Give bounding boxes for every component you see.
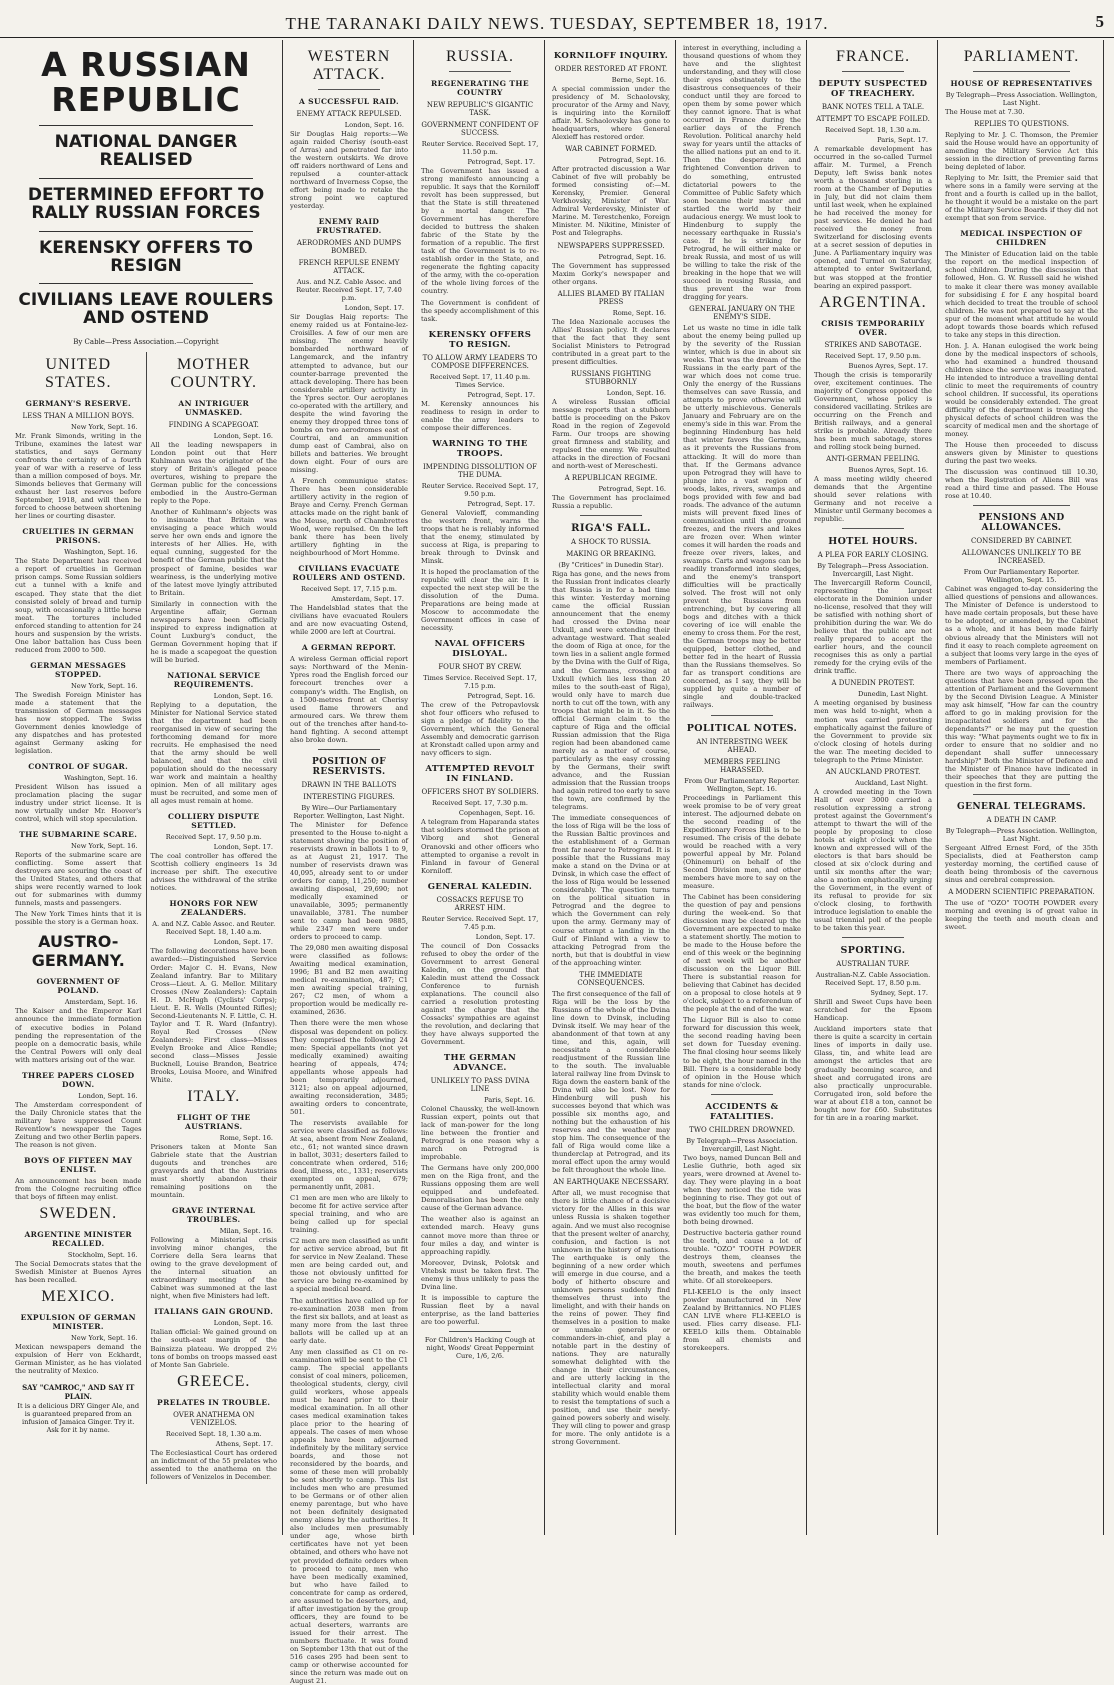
section-heading: PARLIAMENT. bbox=[963, 48, 1080, 65]
dateline: Received Sept. 17, 7.30 p.m. bbox=[431, 799, 529, 808]
section-heading: AUSTRO-GERMANY. bbox=[31, 932, 125, 971]
article-text: Prisoners taken at Monte San Gabriele state that the Austrian dugouts and trenches are graveyards and that the Austrians must shortly abandon their remaining positions on the mountain. bbox=[150, 1142, 277, 1200]
main-headline: A RUSSIAN REPUBLIC bbox=[41, 45, 251, 119]
article-text: Another of Kuhlmann's objects was to insinuate that Britain was envisaging a peace which would serve her own ends and ignore the interests of her Allies. He, with equal cunning, suggested for the benefit of the German public that the prospect of famine, besides war weariness, is the underlying motive of the latest move lyingly attributed to Britain. bbox=[150, 508, 278, 597]
article-subheading: A PLEA FOR EARLY CLOSING. bbox=[817, 551, 929, 560]
divider bbox=[39, 231, 253, 232]
article-heading: CRISIS TEMPORARILY OVER. bbox=[821, 318, 925, 337]
article-text: The coal controller has offered the Scottish colliery engineers 1s 3d increase per shift. The executive advises the withdrawal of the strike notices. bbox=[150, 852, 277, 893]
dateline: New York, Sept. 16. bbox=[71, 842, 138, 851]
headline-deck-3: KERENSKY OFFERS TO RESIGN bbox=[39, 237, 253, 276]
article-heading: AN INTRIGUER UNMASKED. bbox=[178, 399, 250, 418]
article-heading: EXPULSION OF GERMAN MINISTER. bbox=[20, 1313, 136, 1332]
dateline: London, Sept. 17. bbox=[344, 304, 404, 313]
article-text: The Government has suppressed Maxim Gorky's newspaper and other organs. bbox=[552, 261, 670, 286]
headline-deck-4: CIVILIANS LEAVE ROULERS AND OSTEND bbox=[18, 290, 274, 329]
dateline: Aus. and N.Z. Cable Assoc. and Reuter. Received Sept. 17, 7.40 p.m. bbox=[296, 278, 402, 303]
section-heading: SWEDEN. bbox=[39, 1204, 118, 1222]
dateline: Received Sept. 17, 11.40 p.m. Times Service. bbox=[429, 372, 531, 389]
article-heading: THREE PAPERS CLOSED DOWN. bbox=[22, 1070, 135, 1089]
article-text: The Germans have only 200,000 men on the Riga front, and the Russians opposing them are well equipped and undefeated. Demoralisation has been the only cause of the German advance. bbox=[421, 1164, 539, 1213]
article-heading: CONTROL OF SUGAR. bbox=[28, 762, 129, 771]
article-subheading: RUSSIANS FIGHTING STUBBORNLY bbox=[570, 369, 652, 386]
article-subheading: IMPENDING DISSOLUTION OF THE DUMA. bbox=[422, 462, 538, 479]
article-text: Then there were the men whose disposal was dependent on policy. They comprised the following 24 men: Special appellants (not yet medically examined) awaiting hearing of appeals, 474; appellants whose appeals had been temporarily adjourned, 3121; also on appeal adjourned, awaiting reconsideration, 3485; awaiting orders to concentrate, 501. bbox=[290, 1019, 408, 1116]
advertisement-text: It is a delicious DRY Ginger Ale, and is guaranteed prepared from an infusion of Jamaica Ginger. Try it. Ask for it by name. bbox=[17, 1402, 140, 1434]
section-heading: FRANCE. bbox=[835, 48, 911, 65]
divider bbox=[842, 937, 904, 938]
column-7 bbox=[940, 40, 1104, 1535]
dateline: A. and N.Z. Cable Assoc. and Reuter. Received Sept. 18, 1.40 a.m. bbox=[152, 920, 276, 937]
article-heading: DEPUTY SUSPECTED OF TREACHERY. bbox=[818, 79, 928, 99]
divider bbox=[842, 528, 904, 529]
dateline: Buenos Ayres, Sept. 16. bbox=[848, 465, 928, 474]
article-subheading: WAR CABINET FORMED. bbox=[565, 145, 657, 154]
article-text: Moreover, Dvinsk, Polotsk and Vitebsk must be taken first. The enemy is thus unlikely to pass the Dvina line. bbox=[421, 1258, 539, 1291]
dateline: Received Sept. 17, 9.50 p.m. bbox=[165, 833, 262, 842]
subcolumns bbox=[15, 352, 277, 1484]
dateline: Received Sept. 18, 1.30 a.m. bbox=[165, 1429, 262, 1438]
dateline: By Telegraph—Press Association. Invercargill, Last Night. bbox=[817, 562, 929, 579]
column-5 bbox=[678, 40, 807, 1535]
article-subheading: OFFICERS SHOT BY SOLDIERS. bbox=[421, 788, 539, 797]
dateline: Amsterdam, Sept. 16. bbox=[64, 998, 138, 1007]
article-subheading: FINDING A SCAPEGOAT. bbox=[168, 421, 259, 430]
dateline: Reuter Service. Received Sept. 17, 11.50 p.m. bbox=[421, 140, 539, 156]
byline: By Cable—Press Association.—Copyright bbox=[73, 338, 219, 347]
article-text: All the leading newspapers in London point out that Herr Kuhlmann was the originator of the story of Britain's alleged peace overtures, wishing to prepare the German public for the concessions embodied in the Austro-German reply to the Pope. bbox=[150, 441, 277, 506]
article-text: The Swedish Foreign Minister has made a statement that the transmission of German messages has now stopped. The Swiss Government denies knowledge of any dispatches and has protested against Germany asking for legislation. bbox=[15, 690, 142, 755]
article-text: The Amsterdam correspondent of the Daily Chronicle states that the military have suppressed Count Reventlow's newspaper the Tages Zeitung and two other Berlin papers. The reason is not given. bbox=[15, 1100, 142, 1149]
article-text: Sir Douglas Haig reports:—We again raided Cherisy (south-east of Arras) and penetrated far into the western outskirts. We drove off raiders northward of Lens and repulsed a counter-attack northward of Inverness Copse, the effort being made to retake the strong point we captured yesterday. bbox=[290, 130, 408, 211]
article-subheading: ALLOWANCES UNLIKELY TO BE INCREASED. bbox=[961, 549, 1082, 566]
dateline: London, Sept. 16. bbox=[213, 432, 273, 441]
section-heading: GREECE. bbox=[177, 1372, 251, 1390]
dateline: By Wire—Our Parliamentary Reporter. Wellington, Last Night. bbox=[293, 803, 405, 820]
page-number: 5 bbox=[1095, 12, 1104, 31]
article-subheading: A REPUBLICAN REGIME. bbox=[564, 474, 658, 483]
article-subheading: FOUR SHOT BY CREW. bbox=[438, 663, 522, 672]
article-text: The Idea Nazionale accuses the Allies' Russian policy. It declares that the fact that they sent Socialist Ministers to Petrograd contributed in a great part to the present difficulties. bbox=[552, 317, 670, 366]
article-text: The first consequence of the fall of Riga will be the loss by the Russians of the whole of the Dvina line down to Dvinsk, including Dvinsk itself. We may hear of the abandonment of that town at any time, and this, again, will necessitate a considerable readjustment of the Russian line to the south. The invaluable lateral railway line from Dvinsk to Riga down the eastern bank of the Dvina will also be lost. Now for Hindenburg will push his successes beyond that which was possible six months ago, and nothing but the exhaustion of his reserves and the weather may stop him. The consequence of the fall of Riga would come like a thunderclap at Petrograd, and its moral effect upon the army would be felt throughout the whole line. bbox=[552, 989, 670, 1175]
dateline: Sydney, Sept. 17. bbox=[870, 989, 928, 998]
article-text: Hon. J. A. Hanan eulogised the work being done by the medical inspectors of schools, who had examined a hundred thousand children since the service was inaugurated. He intended to introduce a travelling dental clinic to meet the requirements of country school children. If successful, its operations would be considerably extended. The great difficulty of the department is treating the physical defects of school children was the scarcity of medical men and the shortage of money. bbox=[945, 341, 1098, 439]
article-text: The council of Don Cossacks refused to obey the order of the Government to arrest General Kaledin, on the ground that Kaledin must attend the Cossack Conference to furnish explanations. The council also carried a resolution protesting against the charge that the Cossacks' sympathies are against the revolution, and declaring that they have always supported the Government. bbox=[421, 941, 539, 1046]
article-text: A remarkable development has occurred in the so-called Turmel affair. M. Turmel, a French Deputy, left Swiss bank notes worth a thousand sterling in a room at the Chamber of Deputies in July, but did not claim them until last week, when he explained he had received the money for past services. He denied he had received the money from Switzerland for disclosing events at a secret session of deputies in June. A Parliamentary inquiry was opened, and Turmel on Saturday, attempted to enter Switzerland, but was stopped at the frontier bearing an expired passport. bbox=[814, 145, 932, 290]
article-heading: ITALIANS GAIN GROUND. bbox=[154, 1307, 274, 1317]
dateline: Petrograd, Sept. 17. bbox=[467, 390, 535, 399]
article-subheading: INTERESTING FIGURES. bbox=[303, 792, 395, 801]
article-text: A crowded meeting in the Town Hall of over 3000 carried a resolution expressing a strong protest against the Government's attempt to thwart the will of the people by proposing to close hotels at eight o'clock when the known and expressed will of the electors is that bars should be closed at six o'clock during and until six months after the war; also a motion emphatically urging the Government, in the event of its refusal to provide for six o'clock closing, to forthwith introduce legislation to enable the usual triennial poll of the people to be taken this year. bbox=[814, 787, 932, 933]
article-text: There are two ways of approaching the questions that have been pressed upon the attention of Parliament and the Government by the Second Division League. A Minister may ask himself, "How far can the country afford to go in making provision for the incapacitated soldiers and for the dependants?" or he may put the question this way: "What payments ought we to fix in order to ensure that no soldier and no dependant shall suffer unnecessary hardship?" Both the Minister of Defence and the Minister of Finance have indicated in their speeches that they are putting the question in the first form. bbox=[945, 668, 1098, 790]
advertisement-text: Destructive bacteria gather round the teeth, and cause a lot of trouble. "OZO" TOOTH POWDER destroys them, cleanses the mouth, sweetens and perfumes the breath, and makes the teeth white. Of all storekeepers. bbox=[683, 1228, 801, 1286]
article-heading: ACCIDENTS & FATALITIES. bbox=[705, 1101, 779, 1122]
article-subheading: ENEMY ATTACK REPULSED. bbox=[296, 110, 402, 118]
article-text: Colonel Chaussky, the well-known Russian expert, points out that lack of man-power for the long line between the frontier and Petrograd is one reason why a march on Petrograd is improbable. bbox=[421, 1105, 539, 1162]
dateline: London, Sept. 17. bbox=[475, 932, 535, 941]
article-heading: A GERMAN REPORT. bbox=[301, 643, 397, 653]
masthead bbox=[0, 0, 1114, 38]
divider bbox=[973, 794, 1070, 795]
article-subheading: GENERAL JANUARY ON THE ENEMY'S SIDE. bbox=[689, 305, 795, 321]
article-heading: PRELATES IN TROUBLE. bbox=[157, 1397, 271, 1407]
article-subheading: ATTEMPT TO ESCAPE FOILED. bbox=[816, 115, 930, 123]
dateline: Petrograd, Sept. 16. bbox=[598, 156, 666, 165]
dateline: From Our Parliamentary Reporter. Wellington, Sept. 15. bbox=[963, 568, 1080, 585]
article-heading: KORNILOFF INQUIRY. bbox=[553, 51, 669, 61]
article-heading: ARGENTINE MINISTER RECALLED. bbox=[24, 1229, 133, 1248]
headline-deck-1: NATIONAL DANGER REALISED bbox=[54, 132, 238, 171]
article-text: Replying to Mr. Isitt, the Premier said that where sons in a family were serving at the front and a fourth is called up in the ballot, he thought it would be a mistake on the part of the Military Service Boards if they did not exempt that son from service. bbox=[945, 174, 1098, 223]
section-heading: RUSSIA. bbox=[446, 48, 514, 65]
dateline: Stockholm, Sept. 16. bbox=[67, 1250, 138, 1259]
divider bbox=[318, 749, 380, 750]
article-text: The House met at 7.30. bbox=[945, 108, 1025, 116]
column-3 bbox=[416, 40, 545, 1535]
article-subheading: A DEATH IN CAMP. bbox=[986, 816, 1057, 825]
article-text: Let us waste no time in idle talk about the enemy being pulled up by the severity of the Russian winter, which is due in about six weeks. That was the dream of the Russians in the early part of the war which does not come true. Only the energy of the Russians themselves can save Russia, and attempts to prove otherwise will be utterly mischievous. Generals January and February are on the enemy's side in this war. From the beginning Hindenburg has held that winter favors the Germans, as it prevents the Russians from attacking. It will do more than that. If the Germans advance upon Petrograd they will have to plunge into a vast region of woods, lakes, rivers, swamps and bogs provided with few and bad roads. The advance of the autumn mists will prevent fixed lines of communication until the ground freezes, and the rivers and lakes are frozen over. When winter comes it will harden the roads and freeze over rivers, lakes, and swamps. Carts and wagons can be readily transformed into sledges, and the enemy's transport difficulties will be practically solved. The frost will not only prevent the Russians from entrenching, but by covering all bogs and ditches with a thick covering of ice will enable the enemy to cross them. For the rest, the German troops may be better equipped, better clothed, and better fed in the heart of Russia than the Russians themselves. So far as transport conditions are concerned, as I say, they will be supplied by quite a number of single and double-tracked railways. bbox=[683, 324, 801, 710]
dateline: Times Service. Received Sept. 17, 7.15 p.m. bbox=[423, 674, 537, 691]
column-1 bbox=[10, 40, 283, 1535]
article-subheading: A MODERN SCIENTIFIC PREPARATION. bbox=[948, 888, 1095, 897]
article-text: The Cabinet has been considering the question of pay and pensions during the week-end. So that discussion may be cleared up the Government are expected to make a statement shortly. The motion to be made to the House before the end of this week or the beginning of next week will be another discussion on the Liquor Bill. There is substantial reason for believing that Cabinet has decided on a proposal to close hotels at 9 o'clock, subject to a referendum of the people at the end of the war. bbox=[683, 892, 801, 1014]
article-text: The crew of the Petropavlovsk shot four officers who refused to sign a pledge of fidelity to the Government, which the General Assembly and democratic garrison at Kronstadt called upon army and navy officers to sign. bbox=[421, 701, 539, 758]
article-text: A wireless Russian official message reports that a stubborn battle is proceeding on the Pskov Road in the region of Zegevold Farm. Our troops are showing great firmness and stability, and repulsed the enemy. We resulted attacks in the direction of Focsani and north-west of Mereschesti. bbox=[552, 397, 670, 471]
article-subheading: ANTI-GERMAN FEELING. bbox=[826, 454, 920, 463]
article-heading: GERMAN MESSAGES STOPPED. bbox=[30, 660, 127, 679]
article-text: It is hoped the proclamation of the republic will clear the air. It is expected the next step will be the dissolution of the Duma. Preparations are being made at Moscow to accommodate the Government offices in case of necessity. bbox=[421, 567, 539, 633]
article-subheading: FRENCH REPULSE ENEMY ATTACK. bbox=[298, 259, 400, 276]
article-heading: BOYS OF FIFTEEN MAY ENLIST. bbox=[24, 1155, 133, 1174]
article-subheading: AN EARTHQUAKE NECESSARY. bbox=[553, 1178, 669, 1187]
article-text: The Social Democrats states that the Swedish Minister at Buenos Ayres has been recalled. bbox=[15, 1259, 142, 1284]
article-subheading: A DUNEDIN PROTEST. bbox=[831, 679, 915, 688]
dateline: London, Sept. 16. bbox=[606, 388, 666, 397]
article-text: The Government has issued a strong manifesto announcing a republic. It says that the Korniloff revolt has been suppressed, but that the State is still threatened by a mortal danger. The Government has therefore decided to buttress the shaken fabric of the State by the formation of a republic. The first task of the Government is to re-establish order in the State, and regenerate the fighting capacity of the army, with the co-operation of the whole living forces of the country. bbox=[421, 167, 539, 296]
article-text: The Minister of Education laid on the table the report on the medical inspection of school children. During the discussion that followed, Hon. G. W. Russell said he wished to make it clear there was money available for subsidising £ for £ any hospital board which decided to treat the trouble of school children. He was not prepared to say at the spur of the moment what attitude he would adopt towards those boards which refused to take any steps in this direction. bbox=[945, 250, 1098, 339]
article-heading: MEDICAL INSPECTION OF CHILDREN bbox=[960, 229, 1083, 248]
article-subheading: TWO CHILDREN DROWNED. bbox=[689, 1125, 795, 1134]
article-subheading: A SHOCK TO RUSSIA. bbox=[570, 538, 652, 547]
article-text: The Minister for Defence presented to the House to-night a statement showing the position of reservists drawn in ballots 1 to 9, as at August 21, 1917. The number of reservists drawn was 40,095, already sent to or under orders for camp, 11,250; number awaiting disposal, 29,690; not medically examined or unavailable, 3095; permanently unavailable, 3781. The number sent to camp had been 9885, while 2347 men were under orders to proceed to camp. bbox=[290, 820, 408, 942]
divider bbox=[711, 715, 773, 716]
article-subheading: CONSIDERED BY CABINET. bbox=[970, 537, 1072, 546]
article-subheading: MAKING OR BREAKING. bbox=[566, 550, 656, 559]
article-text: President Wilson has issued a proclamation placing the sugar industry under strict license. It is now virtually under Mr. Hoover's control, which will stop speculation. bbox=[15, 783, 142, 824]
article-text: After all, we must recognise that there is little chance of a decisive victory for the Allies in this war unless Russia is shaken together again. And we must also recognise that the present welter of anarchy, confusion, and faction is not unknown in the history of nations. The earthquake is only the beginning of a new order which will emerge in due course, and a body of hitherto obscure and unknown persons suddenly find themselves thrust into the limelight, and with their hands on the reins of power. They find themselves in a position to make or unmake generals or commanders-in-chief, and play a notable part in the destiny of nations. They are naturally somewhat delighted with the change in their circumstances, and are utterly lacking in the intellectual clarity and moral stability which would enable them to resist the temptations of such a position, and use their newly-gained powers soberly and wisely. They will cling to power and grasp for more. The only antidote is a strong Government. bbox=[552, 1189, 670, 1447]
section-heading: MEXICO. bbox=[41, 1288, 116, 1306]
dateline: Buenos Ayres, Sept. 17. bbox=[848, 361, 928, 370]
divider bbox=[449, 1331, 511, 1332]
article-text: The New York Times hints that it is possible the story is a German hoax. bbox=[15, 910, 142, 927]
article-heading: COLLIERY DISPUTE SETTLED. bbox=[167, 812, 260, 831]
dateline: Petrograd, Sept. 17. bbox=[467, 499, 535, 508]
article-text: Italian official: We gained ground on the south-east margin of the Bainsizza plateau. We dropped 2½ tons of bombs on troops massed east of Monte San Gabriele. bbox=[150, 1328, 277, 1369]
article-text: A wireless German official report says: Northward of the Menin-Ypres road the English forced our forecourt trenches over a company's width. The English, on a 1500-metres front at Cherisy used flame throwers and armoured cars. We threw them out of the trenches after hand-to-hand fighting. A second attempt also broke down. bbox=[290, 655, 408, 744]
subcolumn-left bbox=[15, 352, 147, 1484]
dateline: Petrograd, Sept. 16. bbox=[598, 252, 666, 261]
article-text: Reports of the submarine scare are conflicting. Some assert that destroyers are scouring the coast of the United States, and others that ships were recently warned to look out for submarines with dummy funnels, masts and passengers. bbox=[15, 851, 142, 908]
article-heading: GENERAL TELEGRAMS. bbox=[957, 802, 1086, 813]
article-heading: KERENSKY OFFERS TO RESIGN. bbox=[428, 329, 532, 350]
section-heading: UNITED STATES. bbox=[44, 356, 112, 392]
article-text: The Kaiser and the Emperor Karl announce the immediate formation of executive bodies in Poland pending the representation of the people on a democratic basis, while the Central Powers will only deal with matters arising out of the war. bbox=[15, 1007, 142, 1064]
section-heading: ARGENTINA. bbox=[819, 293, 927, 311]
article-text: A telegram from Haparanda states that soldiers stormed the prison at Viborg and shot General Oranovski and other officers who attempted to organise a revolt in Finland in favour of General Korniloff. bbox=[421, 818, 539, 875]
article-text: Mexican newspapers demand the expulsion of Herr von Eckhardt, German Minister, as he has violated the neutrality of Mexico. bbox=[15, 1343, 142, 1376]
dateline: By Telegraph—Press Association. Wellington, Last Night. bbox=[945, 91, 1098, 107]
article-subheading: THE IMMEDIATE CONSEQUENCES. bbox=[577, 970, 645, 987]
dateline: Reuter Service. Received Sept. 17, 9.50 p.m. bbox=[421, 481, 539, 498]
article-text: Replying to a deputation, the Minister for National Service stated that the department had been reorganised in view of securing the forthcoming demand for more recruits. He emphasised the need that the army should be well balanced, and that the civil population should do the necessary war work and maintain a healthy opinion. Men of all military ages must be recruited, and some men of all ages must remain at home. bbox=[150, 700, 277, 806]
divider bbox=[973, 505, 1070, 506]
dateline: Received Sept. 18, 1.30 a.m. bbox=[825, 126, 921, 134]
article-subheading: TO ALLOW ARMY LEADERS TO COMPOSE DIFFERENCES. bbox=[422, 353, 538, 370]
article-subheading: NEWSPAPERS SUPPRESSED. bbox=[557, 241, 665, 250]
article-subheading: GOVERNMENT CONFIDENT OF SUCCESS. bbox=[421, 121, 539, 137]
article-text: Two boys, named Duncan Bell and Leslie Guthrie, both aged six years, were drowned at Avenel to-day. They were playing in a boat when they noticed the tide was beginning to rise. They got out of the boat, but the flow of the water was evidently too much for them, both being drowned. bbox=[683, 1153, 801, 1226]
article-heading: RIGA'S FALL. bbox=[571, 523, 651, 535]
article-heading: THE SUBMARINE SCARE. bbox=[19, 830, 138, 840]
article-subheading: AN AUCKLAND PROTEST. bbox=[825, 767, 921, 776]
divider bbox=[39, 125, 253, 126]
column-2 bbox=[285, 40, 414, 1685]
dateline: Milan, Sept. 16. bbox=[219, 1227, 273, 1236]
article-heading: THE GERMAN ADVANCE. bbox=[443, 1053, 517, 1074]
advertisement-text: For Children's Hacking Cough at night, Woods' Great Peppermint Cure, 1/6, 2/6. bbox=[424, 1335, 536, 1360]
article-text: C2 men are men classified as unfit for active service abroad, but fit for service in New Zealand. These men are being carded out, and those not obviously unfitted for service are being re-examined by a special medical board. bbox=[290, 1237, 408, 1294]
dateline: Athens, Sept. 17. bbox=[215, 1439, 273, 1448]
article-subheading: NEW REPUBLIC'S GIGANTIC TASK. bbox=[426, 101, 534, 117]
article-text: The Government has proclaimed Russia a republic. bbox=[552, 494, 670, 511]
divider bbox=[449, 71, 511, 72]
section-heading: ITALY. bbox=[187, 1087, 241, 1105]
dateline: Paris, Sept. 17. bbox=[877, 136, 928, 144]
article-subheading: DRAWN IN THE BALLOTS bbox=[301, 780, 397, 789]
article-text: Though the crisis is temporarily over, excitement continues. The majority of Congress opposed the Government, whose policy is considered vacillating. Strikes are occurring on the French and British railways, and a general strike is probable. Already there has been much sabotage, stores and rolling stock being burned. bbox=[814, 370, 932, 451]
article-text: Similarly in connection with the Argentine affair, German newspapers have been officially inspired to express indignation at Count Luxburg's conduct, the German Government hoping that if he is made a scapegoat the question will be buried. bbox=[150, 599, 277, 664]
article-text: C1 men are men who are likely to become fit for active service after special training, and who are being called up for special training. bbox=[290, 1194, 408, 1235]
article-heading: FLIGHT OF THE AUSTRIANS. bbox=[176, 1112, 251, 1131]
article-subheading: COSSACKS REFUSE TO ARREST HIM. bbox=[436, 895, 524, 912]
dateline: New York, Sept. 16. bbox=[71, 681, 138, 690]
dateline: Washington, Sept. 16. bbox=[64, 548, 138, 557]
dateline: Auckland, Last Night. bbox=[855, 778, 928, 787]
article-text: It is impossible to capture the Russian fleet by a naval enterprise, as the land batteries are too powerful. bbox=[421, 1293, 539, 1326]
subcolumn-right bbox=[151, 352, 278, 1484]
column-4 bbox=[547, 40, 676, 1535]
article-subheading: ORDER RESTORED AT FRONT. bbox=[554, 65, 668, 73]
article-text: The following decorations have been awarded:—Distinguished Service Order: Major C. H. Evans, New Zealand infantry. Bar to Military Cross—Lieut. A. G. Mellor. Military Crosses (New Zealanders): Captain H. D. McHugh (Cyclists' Corps); Lieut. E. R. Wells (Mounted Rifles); Second-Lieutenants N. F. Little, C. H. Taylor and T. R. Ward (Infantry). Royal Red Crosses (New Zealanders): First class—Misses Evelyn Brooke and Alice Rendle; second class—Misses Jessie Bucknell, Louise Brandon, Beatrice Brooks, Louisa Moore, and Winifred White. bbox=[150, 947, 277, 1084]
dateline: Reuter Service. Received Sept. 17, 7.45 p.m. bbox=[421, 914, 539, 931]
article-text: General Valovieff, commanding the western front, warns the troops that he is reliably informed that the enemy, stimulated by success at Riga, is preparing to break through to Dvinsk and Minsk. bbox=[421, 508, 539, 565]
article-text: The Government is confident of the speedy accomplishment of this task. bbox=[421, 298, 539, 323]
article-text: A French communique states: There has been considerable artillery activity in the region of Braye and Cerny. French German attacks made on the right bank of the Meuse, north of Chambrettes Wood, were repulsed. On the left bank there has been lively artillery fighting in the neighbourhood of Mort Homme. bbox=[290, 476, 408, 558]
article-text: A special commission under the presidency of M. Schaolovsky, procurator of the Army and Navy, is inquiring into the Korniloff affair. M. Schaolovsky has gone to headquarters, where General Alexieff has restored order. bbox=[552, 85, 670, 142]
article-heading: REGENERATING THE COUNTRY bbox=[430, 79, 530, 97]
dateline: Australian-N.Z. Cable Association. Received Sept. 17, 8.50 p.m. bbox=[815, 971, 931, 988]
article-subheading: AN INTERESTING WEEK AHEAD. bbox=[696, 737, 788, 754]
dateline: From Our Parliamentary Reporter. Wellington, Sept. 16. bbox=[684, 776, 800, 793]
dateline: London, Sept. 16. bbox=[213, 691, 273, 700]
article-text: The authorities have called up for re-examination 2038 men from the first six ballots, and at least as many more from the last three ballots will be called up at an early date. bbox=[290, 1296, 408, 1345]
dateline: London, Sept. 17. bbox=[213, 938, 273, 947]
article-text: Proceedings in Parliament this week promise to be of very great interest. The adjourned debate on the second reading of the Expeditionary Forces Bill is to be resumed. The crisis of the debate would be reached with a very powerful appeal by Mr. Poland (Ohinemuri) on behalf of the Second Division men, and other members have more to say on the measure. bbox=[683, 793, 801, 890]
dateline: Washington, Sept. 16. bbox=[64, 774, 138, 782]
article-subheading: STRIKES AND SABOTAGE. bbox=[824, 340, 922, 349]
article-heading: PENSIONS AND ALLOWANCES. bbox=[978, 513, 1065, 534]
dateline: By Telegraph—Press Association. Wellington, Last Night. bbox=[945, 827, 1098, 844]
article-text: The Liquor Bill is also to come forward for discussion this week, the second reading having been set down for Tuesday evening. The final closing hour seems likely to be eight, the hour named in the Bill. There is a considerable body of opinion in the House which stands for nine o'clock. bbox=[683, 1016, 801, 1089]
dateline: Paris, Sept. 16. bbox=[484, 1096, 535, 1105]
article-text: Sir Douglas Haig reports: The enemy raided us at Fontaine-lez-Croisilles. A few of our men are missing. The enemy heavily bombarded northward of Langemarck, and the infantry attempted to advance, but our counter-barrage prevented the attack developing. There has been considerable artillery activity in the Ypres sector. Our aeroplanes co-operated with the artillery, and despite the wind favoring the enemy they dropped three tons of bombs on two aerodromes east of Courtrai, and an ammunition dump east of Cambrai, also on billets and batteries. We brought down eight. Four of ours are missing. bbox=[290, 313, 408, 474]
article-heading: CIVILIANS EVACUATE ROULERS AND OSTEND. bbox=[292, 564, 406, 583]
article-text: interest in everything, including a thousand questions of whom they have and the slightest understanding, and they will close their eyes obstinately to the disastrous consequences of their conduct until they are forced to open them by some power which they cannot ignore. That is what occurred in France during the earlier days of the French Revolution. Political anarchy held sway for years until the attacks of the allied nations put an end to it. Then the desperate and frightened Convention driven to do something, entrusted dictatorial powers to the Committee of Public Safety which soon became their master and startled the world by their audacious energy. We must look to Hindenburg to supply the necessary earthquake in Russia's case. If he is striking for Petrograd, he will either make or break Russia, and most of us will be willing to take the risk of the breaking in the hope that we will succeed in rousing Russia, and thus prevent the war from dragging for years. bbox=[683, 44, 801, 301]
dateline: Rome, Sept. 16. bbox=[612, 308, 666, 317]
article-subheading: MEMBERS FEELING HARASSED. bbox=[703, 757, 781, 774]
dateline: London, Sept. 16. bbox=[213, 1319, 273, 1328]
article-heading: NATIONAL SERVICE REQUIREMENTS. bbox=[167, 670, 261, 689]
article-subheading: OVER ANATHEMA ON VENIZELOS. bbox=[173, 1410, 255, 1427]
article-text: Auckland importers state that there is quite a scarcity in certain lines of imports in daily use. Glass, tin, and white lead are amongst the articles that are gradually becoming scarce, and sheet and corrugated irons are also practically unprocurable. Corrugated iron, sold before the war at about £18 a ton, cannot be bought now for £60. Substitutes for tin are in a roaring market. bbox=[814, 1025, 932, 1122]
dateline: (By "Critices" in Dunedin Star). bbox=[558, 561, 664, 570]
article-text: Riga has gone, and the news from the Russian front indicates clearly that Russia is in for a bad time this winter. Yesterday morning came the official Russian announcement that the enemy had crossed the Dvina near Uxkull, and were extending their advantage westward. That sealed the doom of Riga at once, for the town lies in a salient angle formed by the Dvina with the Gulf of Riga, and the Germans, crossing at Uxkull (which lies less than 20 miles to the south-east of Riga), would only have to march due north to cut off the town, with any troops that might be in it. So the official German claim to the capture of Riga and the official Russian admission that the Riga region had been abandoned came merely as a matter of course, particularly as the easy crossing by the Germans, their swift advance, and the Russian admission that the Russian troops had again retired too early to save the town, are confirmed by the telegrams. bbox=[552, 570, 670, 812]
divider bbox=[39, 178, 253, 179]
dateline: Received Sept. 17, 9.50 p.m. bbox=[824, 351, 922, 360]
article-heading: HOUSE OF REPRESENTATIVES bbox=[950, 79, 1093, 88]
article-text: The 29,080 men awaiting disposal were classified as follows: Awaiting medical examination, 1996; B1 and B2 men awaiting medical re-examination, 487; C1 men awaiting special training, 267; C2 men, of whom a proportion would be medically re-examined, 2636. bbox=[290, 944, 408, 1017]
article-text: The Ecclesiastical Court has ordered an indictment of the 55 prelates who assented to the anathema on the followers of Venizelos in December. bbox=[150, 1448, 277, 1481]
dateline: Berne, Sept. 16. bbox=[611, 76, 666, 84]
article-subheading: BANK NOTES TELL A TALE. bbox=[821, 103, 925, 111]
article-heading: ENEMY RAID FRUSTRATED. bbox=[316, 217, 382, 236]
article-heading: ATTEMPTED REVOLT IN FINLAND. bbox=[425, 764, 535, 785]
article-text: The discussion was continued till 10.30, when the Registration of Aliens Bill was read a third time and passed. The House rose at 10.40. bbox=[945, 468, 1098, 501]
article-text: The use of "OZO" TOOTH POWDER every morning and evening is of great value in keeping the teeth and mouth clean and sweet. bbox=[945, 899, 1098, 932]
divider bbox=[842, 71, 904, 72]
article-heading: POLITICAL NOTES. bbox=[686, 722, 798, 734]
dateline: Dunedin, Last Night. bbox=[858, 690, 928, 699]
article-heading: GERMANY'S RESERVE. bbox=[25, 399, 131, 409]
article-subheading: REPLIES TO QUESTIONS. bbox=[974, 120, 1069, 129]
article-subheading: AERODROMES AND DUMPS BOMBED. bbox=[296, 239, 402, 256]
dateline: London, Sept. 16. bbox=[344, 121, 404, 129]
dateline: New York, Sept. 16. bbox=[71, 423, 138, 432]
article-text: Sergeant Alfred Ernest Ford, of the 35th Specialists, died at Featherston camp yesterday morning, the certified cause of death being thrombosis of the cavernous sinus and cerebral compression. bbox=[945, 844, 1098, 885]
article-heading: CRUELTIES IN GERMAN PRISONS. bbox=[22, 527, 135, 546]
divider bbox=[318, 89, 380, 90]
dateline: Petrograd, Sept. 16. bbox=[467, 692, 535, 701]
article-subheading: UNLIKELY TO PASS DVINA LINE bbox=[430, 1077, 530, 1094]
divider bbox=[973, 71, 1070, 72]
article-heading: GRAVE INTERNAL TROUBLES. bbox=[171, 1206, 256, 1225]
article-heading: SPORTING. bbox=[840, 945, 906, 957]
section-heading: WESTERN ATTACK. bbox=[307, 48, 391, 83]
article-heading: HONORS FOR NEW ZEALANDERS. bbox=[169, 899, 259, 918]
headline-deck-2: DETERMINED EFFORT TO RALLY RUSSIAN FORCES bbox=[27, 184, 265, 223]
article-subheading: ALLIES BLAMED BY ITALIAN PRESS bbox=[557, 289, 665, 306]
dateline: Petrograd, Sept. 17. bbox=[467, 158, 535, 166]
article-heading: GENERAL KALEDIN. bbox=[427, 881, 533, 892]
dateline: Petrograd, Sept. 16. bbox=[598, 485, 666, 494]
article-text: The immediate consequences of the loss of Riga will be the loss of the Russian Baltic provinces and the establishment of a German front far nearer to Petrograd. It is possible that the Russians may make a stand on the Dvina or at Dvinsk, in which case the effect of the loss of Riga would be lessened considerably. The question turns on the political situation in Petrograd and the degree to which the Government can rely upon the army. Germany may of course attempt a landing in the Gulf of Finland with a view to attacking Petrograd from the north, but that is doubtful in view of the approaching winter. bbox=[552, 814, 670, 967]
article-text: The Handelsblad states that the civilians have evacuated Roulers and are now evacuating Ostend, while 2000 are left at Courtrai. bbox=[290, 604, 408, 637]
article-text: The Invercargill Reform Council, representing the largest electorate in the Dominion under no-license, resolved that they will be satisfied with nothing short of prohibition during the war. We do believe that the public are not really prepared to accept the earlier hours, and the council recognises this as only a partial remedy for the crying evils of the drink traffic. bbox=[814, 579, 932, 676]
dateline: Copenhagen, Sept. 16. bbox=[458, 809, 535, 818]
article-text: A mass meeting wildly cheered demands that the Argentine should sever relations with Germany and not receive a Minister until Germany becomes a republic. bbox=[814, 474, 932, 524]
article-heading: POSITION OF RESERVISTS. bbox=[311, 756, 387, 777]
article-heading: HOTEL HOURS. bbox=[828, 536, 918, 548]
divider bbox=[711, 1094, 773, 1095]
divider bbox=[39, 283, 253, 284]
section-heading: MOTHER COUNTRY. bbox=[170, 356, 257, 392]
article-heading: NAVAL OFFICERS DISLOYAL. bbox=[434, 639, 526, 660]
article-text: Shrill and Sweet Cups have been scratched for the Epsom Handicap. bbox=[814, 998, 932, 1023]
article-heading: A SUCCESSFUL RAID. bbox=[298, 97, 400, 106]
article-text: Following a Ministerial crisis involving minor changes, the Corriere della Sera learns that owing to the grave development of the internal situation an extraordinary meeting of the Cabinet was summoned at the last night, when five Ministers had left. bbox=[150, 1236, 277, 1301]
advertisement-heading: SAY "CAMROC," AND SAY IT PLAIN. bbox=[22, 1383, 135, 1402]
dateline: London, Sept. 16. bbox=[78, 1091, 138, 1100]
dateline: By Telegraph—Press Association. Invercargill, Last Night. bbox=[686, 1136, 798, 1153]
advertisement-text: FLI-KEELO is the only insect powder manufactured in New Zealand by Brittannics. NO FLIES CAN LIVE where FLI-KEELO is used. Flies carry disease. FLI-KEELO kills them. Obtainable from all chemists and storekeepers. bbox=[683, 1288, 801, 1353]
dateline: New York, Sept. 16. bbox=[71, 1334, 138, 1343]
article-subheading: AUSTRALIAN TURF. bbox=[836, 960, 910, 969]
article-text: Mr. Frank Simonds, writing in the Tribune, examines the latest war statistics, and says Germany confronts the certainty of a fourth year of war with a reserve of less than a million composed of boys. Mr. Simonds believes that Germany will exhaust her last reserves before September, 1918, and will then be forced to choose between shortening her lines or courting disaster. bbox=[15, 432, 142, 521]
divider bbox=[580, 515, 642, 516]
article-subheading: LESS THAN A MILLION BOYS. bbox=[22, 412, 134, 421]
article-text: The State Department has received a report of cruelties in German prison camps. Some Russian soldiers cut a tunnel with a knife and escaped. They state that the diet consisted solely of bread and turnip soup, with occasionally a little horse meat. The tortures included enforced standing to attention for 24 hours and suspension by the wrists. One labor battalion has Cuss been reduced from 2000 to 500. bbox=[15, 557, 142, 654]
article-text: The House then proceeded to discuss answers given by Minister to questions during the past two weeks. bbox=[945, 441, 1098, 466]
article-heading: GOVERNMENT OF POLAND. bbox=[36, 977, 121, 996]
column-6 bbox=[809, 40, 938, 1535]
newspaper-title: THE TARANAKI DAILY NEWS. TUESDAY, SEPTEMBER 18, 1917. bbox=[285, 14, 829, 33]
article-text: The weather also is against an extended march. Heavy guns cannot move more than three or four miles a day, and winter is approaching rapidly. bbox=[421, 1215, 539, 1256]
article-text: The reservists available for service were classified as follows: At sea, absent from New Zealand, etc., 61; not wanted since drawn in ballot, 3031; deserters failed to concentrate when ordered, 516; dead, illness, etc., 1331; reservists exempted on appeal, 679; permanently unfit, 2081. bbox=[290, 1118, 408, 1192]
dateline: Amsterdam, Sept. 17. bbox=[331, 595, 404, 604]
article-text: Any men classified as C1 on re-examination will be sent to the C1 camp. The special appellants consist of coal miners, policemen, theological students, clergy, civil guild workers, whose appeals must be heard prior to their medical examination. In all other cases medical examination takes place prior to the hearing of appeals. The cases of men whose appeals have been adjourned indefinitely by the military service boards, and those not reconsidered by the boards, and some of these men will probably be sent shortly to camp. This list includes men who are presumed to be Germans or of other alien enemy parentage, but who have not been definitely designated enemy aliens by the authorities. It also includes men presumably under age, whose birth certificates have not yet been obtained, and others who have not yet provided definite orders when to proceed to camp, men who have been medically examined, but who have failed to concentrate for camp as ordered, are assumed to be deserters, and, if after investigation by the group officers, they are found to be actual deserters, warrants are issued for their arrest. The numbers fluctuate. It was found on September 13th that out of the 516 cases 295 had been sent to camp or otherwise accounted for since the return was made out on August 21. bbox=[290, 1347, 408, 1685]
article-text: A meeting organised by business men was held to-night, when a motion was carried protesting emphatically against the failure of the Government to provide six o'clock closing of hotels during the war. The meeting decided to telegraph to the Prime Minister. bbox=[814, 699, 932, 764]
dateline: Received Sept. 17, 7.15 p.m. bbox=[300, 585, 398, 594]
article-text: Replying to Mr. J. C. Thomson, the Premier said the House would have an opportunity of amending the Military Service Act this session in the direction of preventing farms being depleted of labor. bbox=[945, 131, 1098, 172]
article-text: Cabinet was engaged to-day considering the allied questions of pensions and allowances. The Minister of Defence is understood to have made certain proposals, but these have to be adopted, or amended, by the Cabinet as a whole, and it has been made fairly obvious already that the Ministers will not find it easy to reach complete agreement on a subject that looms very large in the eyes of members of Parliament. bbox=[945, 585, 1098, 666]
dateline: Rome, Sept. 16. bbox=[219, 1133, 273, 1142]
article-text: An announcement has been made from the Cologne recruiting office that boys of fifteen may enlist. bbox=[15, 1176, 142, 1201]
article-text: M. Kerensky announces his readiness to resign in order to enable the army leaders to compose their differences. bbox=[421, 399, 539, 432]
article-heading: WARNING TO THE TROOPS. bbox=[432, 438, 528, 459]
dateline: London, Sept. 17. bbox=[213, 843, 273, 852]
article-text: After protracted discussion a War Cabinet of five will probably be formed consisting of:—M. Kerensky, Premier. General Verkhovsky, Minister of War. Admiral Verderevsky, Minister of Marine. M. Terestchenko, Foreign Minister. M. Nikitine, Minister of Post and Telegraphs. bbox=[552, 165, 670, 238]
